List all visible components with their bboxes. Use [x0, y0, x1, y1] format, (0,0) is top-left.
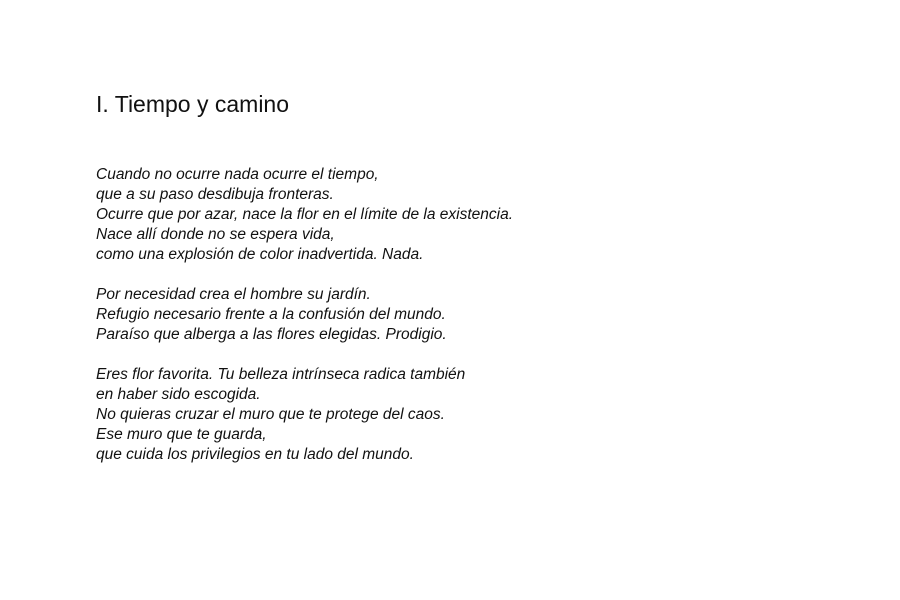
- poem-line: Nace allí donde no se espera vida,: [96, 226, 335, 243]
- poem-line: Paraíso que alberga a las flores elegidas. Prodigio.: [96, 326, 447, 343]
- poem: [96, 165, 856, 465]
- poem-line: Eres flor favorita. Tu belleza intrínseca radica también: [96, 366, 466, 383]
- poem-line: No quieras cruzar el muro que te protege del caos.: [96, 406, 445, 423]
- poem-line: en haber sido escogida.: [96, 386, 261, 403]
- poem-line: que a su paso desdibuja fronteras.: [96, 186, 334, 203]
- poem-line: Ocurre que por azar, nace la flor en el límite de la existencia.: [96, 206, 513, 223]
- page-title: I. Tiempo y camino: [96, 91, 290, 117]
- stanza-3: [96, 365, 856, 465]
- poem-line: como una explosión de color inadvertida. Nada.: [96, 246, 424, 263]
- poem-line: que cuida los privilegios en tu lado del mundo.: [96, 446, 414, 463]
- poem-line: Por necesidad crea el hombre su jardín.: [96, 286, 371, 303]
- stanza-1: [96, 165, 856, 265]
- stanza-2: [96, 285, 856, 345]
- poem-line: Ese muro que te guarda,: [96, 426, 267, 443]
- poem-line: Cuando no ocurre nada ocurre el tiempo,: [96, 166, 379, 183]
- poem-line: Refugio necesario frente a la confusión del mundo.: [96, 306, 446, 323]
- document-page: [96, 88, 856, 485]
